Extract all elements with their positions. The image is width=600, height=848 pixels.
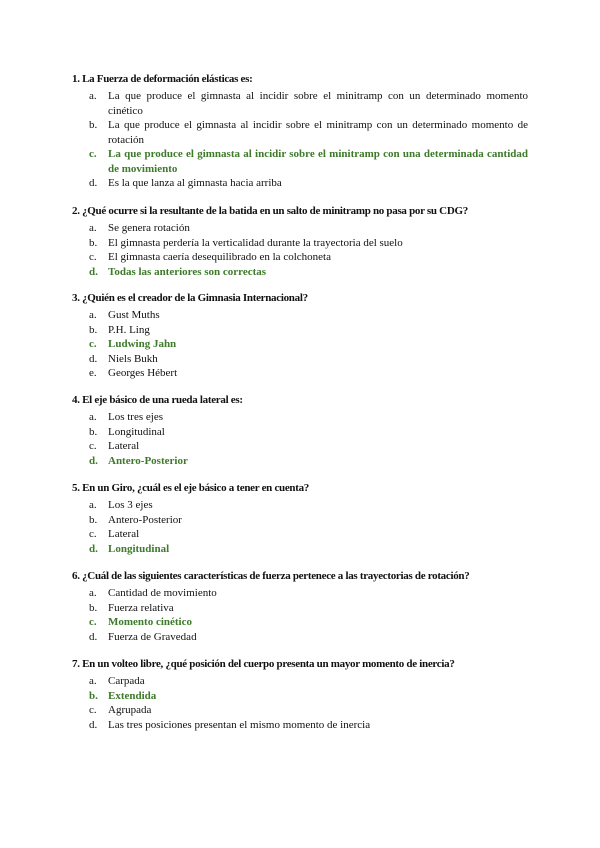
option-letter: b. — [89, 323, 98, 336]
option-letter: d. — [89, 265, 98, 278]
answer-option — [72, 586, 532, 601]
option-text: Gust Muths — [108, 309, 160, 321]
option-text: Cantidad de movimiento — [108, 587, 217, 599]
question-4 — [72, 393, 532, 468]
options-list — [72, 586, 532, 644]
answer-option — [72, 601, 532, 616]
question-5 — [72, 481, 532, 556]
answer-option — [72, 410, 532, 425]
option-letter: a. — [89, 587, 97, 599]
option-letter: b. — [89, 689, 98, 702]
answer-option-correct — [72, 542, 532, 557]
answer-option — [72, 250, 532, 265]
question-2 — [72, 204, 532, 279]
option-letter: a. — [89, 499, 97, 511]
answer-option — [72, 498, 532, 513]
option-letter: a. — [89, 222, 97, 234]
option-letter: a. — [89, 309, 97, 321]
option-letter: c. — [89, 528, 97, 540]
option-text: Georges Hébert — [108, 367, 178, 379]
option-text: Lateral — [108, 440, 140, 452]
answer-option-correct — [72, 147, 532, 176]
answer-option — [72, 439, 532, 454]
option-text: Se genera rotación — [108, 222, 190, 234]
option-text: Es la que lanza al gimnasta hacia arriba — [108, 177, 282, 189]
option-letter: d. — [89, 718, 98, 731]
option-letter: c. — [89, 440, 97, 452]
options-list — [72, 498, 532, 556]
answer-option — [72, 527, 532, 542]
option-letter: b. — [89, 513, 98, 526]
option-letter: b. — [89, 119, 98, 131]
question-title: 7. En un volteo libre, ¿qué posición del cuerpo presenta un mayor momento de inercia? — [72, 658, 455, 670]
answer-option — [72, 703, 532, 718]
answer-option — [72, 366, 532, 381]
option-letter: d. — [89, 454, 98, 467]
answer-option — [72, 221, 532, 236]
answer-option — [72, 176, 532, 191]
option-letter: b. — [89, 236, 98, 249]
options-list — [72, 89, 532, 191]
question-1 — [72, 72, 532, 191]
option-letter: c. — [89, 704, 97, 716]
option-text: El gimnasta caería desequilibrado en la colchoneta — [108, 251, 331, 263]
option-letter: d. — [89, 177, 98, 189]
option-letter: b. — [89, 601, 98, 614]
answer-option — [72, 308, 532, 323]
option-text: Extendida — [108, 689, 157, 702]
option-text: Los tres ejes — [108, 411, 163, 423]
option-text: El gimnasta perdería la verticalidad durante la trayectoria del suelo — [108, 236, 403, 249]
option-letter: d. — [89, 542, 98, 555]
option-text: Ludwing Jahn — [108, 338, 177, 350]
option-letter: c. — [89, 338, 97, 350]
option-text: P.H. Ling — [108, 323, 150, 336]
question-title: 6. ¿Cuál de las siguientes características de fuerza pertenece a las trayectorias de rotación? — [72, 570, 470, 582]
option-text: Todas las anteriores son correctas — [108, 265, 267, 278]
option-letter: b. — [89, 425, 98, 438]
answer-option-correct — [72, 265, 532, 280]
answer-option-correct — [72, 615, 532, 630]
answer-option — [72, 236, 532, 251]
question-6 — [72, 569, 532, 644]
option-letter: a. — [89, 411, 97, 423]
answer-option-correct — [72, 454, 532, 469]
option-letter: c. — [89, 616, 97, 628]
answer-option — [72, 630, 532, 645]
question-title: 3. ¿Quién es el creador de la Gimnasia Internacional? — [72, 292, 308, 304]
option-letter: d. — [89, 352, 98, 365]
question-7 — [72, 657, 532, 732]
option-text: Las tres posiciones presentan el mismo momento de inercia — [108, 718, 371, 731]
question-title: 1. La Fuerza de deformación elásticas es: — [72, 73, 253, 85]
option-letter: d. — [89, 630, 98, 643]
answer-option — [72, 674, 532, 689]
answer-option — [72, 513, 532, 528]
option-letter: e. — [89, 367, 97, 379]
option-text: La que produce el gimnasta al incidir sobre el minitramp con una determinada cantidad de movimiento — [108, 148, 528, 175]
answer-option — [72, 118, 532, 147]
answer-option-correct — [72, 337, 532, 352]
option-text: Fuerza relativa — [108, 601, 174, 614]
answer-option — [72, 323, 532, 338]
option-text: Longitudinal — [108, 425, 165, 438]
option-letter: a. — [89, 90, 97, 102]
option-text: Fuerza de Gravedad — [108, 630, 197, 643]
option-text: Los 3 ejes — [108, 499, 153, 511]
option-text: Agrupada — [108, 704, 152, 716]
option-text: Momento cinético — [108, 616, 192, 628]
option-letter: c. — [89, 251, 97, 263]
options-list — [72, 410, 532, 468]
answer-option-correct — [72, 689, 532, 704]
answer-option — [72, 718, 532, 733]
options-list — [72, 308, 532, 381]
question-title: 5. En un Giro, ¿cuál es el eje básico a tener en cuenta? — [72, 482, 310, 494]
option-text: Lateral — [108, 528, 140, 540]
option-text: La que produce el gimnasta al incidir sobre el minitramp con un determinado momento cinético — [108, 90, 528, 117]
option-text: La que produce el gimnasta al incidir sobre el minitramp con un determinado momento de rotación — [108, 119, 528, 146]
answer-option — [72, 89, 532, 118]
option-letter: c. — [89, 148, 97, 160]
options-list — [72, 674, 532, 732]
option-text: Longitudinal — [108, 542, 170, 555]
question-title: 2. ¿Qué ocurre si la resultante de la batida en un salto de minitramp no pasa por su CDG? — [72, 205, 468, 217]
question-title: 4. El eje básico de una rueda lateral es: — [72, 394, 243, 406]
option-text: Niels Bukh — [108, 352, 158, 365]
question-3 — [72, 291, 532, 381]
option-text: Antero-Posterior — [108, 454, 188, 467]
option-letter: a. — [89, 675, 97, 687]
option-text: Carpada — [108, 675, 145, 687]
option-text: Antero-Posterior — [108, 513, 182, 526]
answer-option — [72, 352, 532, 367]
options-list — [72, 221, 532, 279]
answer-option — [72, 425, 532, 440]
